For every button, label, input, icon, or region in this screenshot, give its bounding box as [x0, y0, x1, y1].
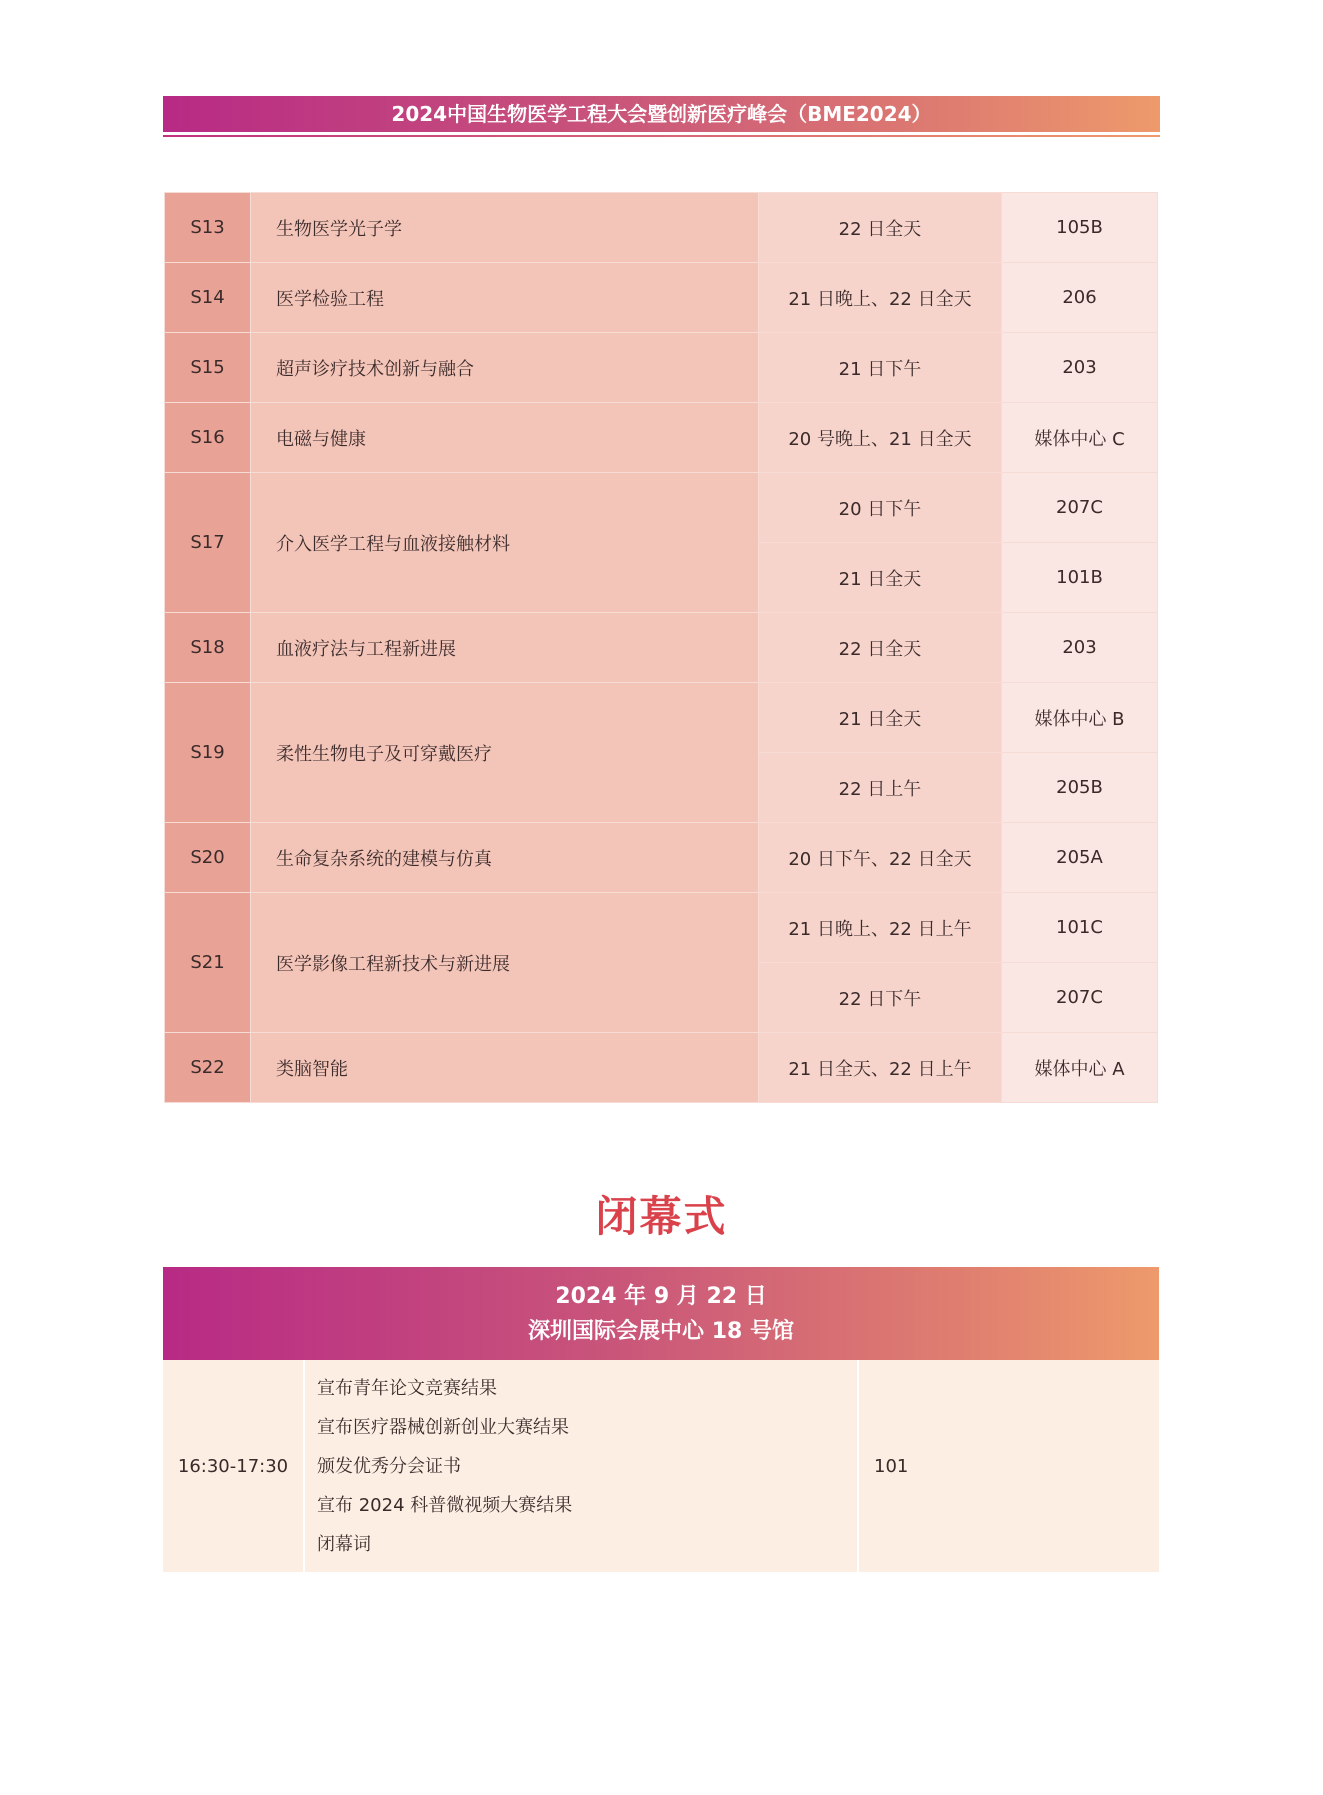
header-divider — [163, 135, 1160, 137]
session-room: 203 — [1002, 333, 1158, 403]
closing-ceremony-title: 闭幕式 — [595, 1192, 728, 1241]
sessions-table — [164, 192, 1158, 1103]
session-row — [165, 333, 1158, 403]
session-name: 生命复杂系统的建模与仿真 — [251, 823, 759, 893]
session-name: 超声诊疗技术创新与融合 — [251, 333, 759, 403]
session-time: 20 日下午 — [759, 473, 1002, 543]
closing-date: 2024 年 9 月 22 日 — [555, 1284, 767, 1309]
session-room: 媒体中心 C — [1002, 403, 1158, 473]
session-room: 101C — [1002, 893, 1158, 963]
closing-table — [163, 1360, 1159, 1572]
session-code: S22 — [165, 1033, 251, 1103]
session-name: 介入医学工程与血液接触材料 — [251, 473, 759, 613]
closing-time: 16:30-17:30 — [177, 1455, 289, 1477]
closing-venue: 深圳国际会展中心 18 号馆 — [528, 1319, 794, 1344]
session-time: 22 日下午 — [759, 963, 1002, 1033]
page-header-banner — [163, 96, 1160, 132]
session-time: 21 日全天、22 日上午 — [759, 1033, 1002, 1103]
session-row — [165, 683, 1158, 753]
session-row — [165, 403, 1158, 473]
session-room: 207C — [1002, 473, 1158, 543]
session-time: 21 日全天 — [759, 683, 1002, 753]
session-time: 22 日全天 — [759, 613, 1002, 683]
session-room: 媒体中心 B — [1002, 683, 1158, 753]
session-name: 电磁与健康 — [251, 403, 759, 473]
session-row — [165, 893, 1158, 963]
sessions-table-body — [165, 193, 1158, 1103]
session-room: 101B — [1002, 543, 1158, 613]
session-room: 105B — [1002, 193, 1158, 263]
closing-item: 宣布 2024 科普微视频大赛结果 — [317, 1494, 573, 1516]
closing-item: 颁发优秀分会证书 — [317, 1455, 461, 1477]
session-row — [165, 823, 1158, 893]
closing-room: 101 — [858, 1360, 1159, 1572]
closing-item: 闭幕词 — [317, 1533, 371, 1555]
session-code: S17 — [165, 473, 251, 613]
session-room: 203 — [1002, 613, 1158, 683]
session-name: 医学检验工程 — [251, 263, 759, 333]
session-room: 207C — [1002, 963, 1158, 1033]
session-code: S18 — [165, 613, 251, 683]
session-time: 21 日晚上、22 日上午 — [759, 893, 1002, 963]
closing-row — [163, 1360, 1159, 1572]
session-time: 20 号晚上、21 日全天 — [759, 403, 1002, 473]
session-time: 22 日上午 — [759, 753, 1002, 823]
session-row — [165, 1033, 1158, 1103]
session-time: 21 日下午 — [759, 333, 1002, 403]
session-row — [165, 613, 1158, 683]
session-room: 205A — [1002, 823, 1158, 893]
closing-header-banner — [163, 1267, 1159, 1360]
session-room: 206 — [1002, 263, 1158, 333]
session-name: 类脑智能 — [251, 1033, 759, 1103]
session-code: S13 — [165, 193, 251, 263]
session-time: 20 日下午、22 日全天 — [759, 823, 1002, 893]
closing-item: 宣布青年论文竞赛结果 — [317, 1377, 497, 1399]
session-name: 医学影像工程新技术与新进展 — [251, 893, 759, 1033]
session-row — [165, 263, 1158, 333]
session-time: 21 日晚上、22 日全天 — [759, 263, 1002, 333]
session-code: S20 — [165, 823, 251, 893]
session-time: 21 日全天 — [759, 543, 1002, 613]
session-code: S19 — [165, 683, 251, 823]
session-name: 血液疗法与工程新进展 — [251, 613, 759, 683]
page-header-title: 2024中国生物医学工程大会暨创新医疗峰会（BME2024） — [391, 102, 932, 126]
session-room: 205B — [1002, 753, 1158, 823]
closing-item: 宣布医疗器械创新创业大赛结果 — [317, 1416, 569, 1438]
session-code: S14 — [165, 263, 251, 333]
session-row — [165, 193, 1158, 263]
session-room: 媒体中心 A — [1002, 1033, 1158, 1103]
session-name: 柔性生物电子及可穿戴医疗 — [251, 683, 759, 823]
session-name: 生物医学光子学 — [251, 193, 759, 263]
session-row — [165, 473, 1158, 543]
session-code: S15 — [165, 333, 251, 403]
session-code: S21 — [165, 893, 251, 1033]
session-time: 22 日全天 — [759, 193, 1002, 263]
closing-items — [304, 1360, 858, 1572]
session-code: S16 — [165, 403, 251, 473]
